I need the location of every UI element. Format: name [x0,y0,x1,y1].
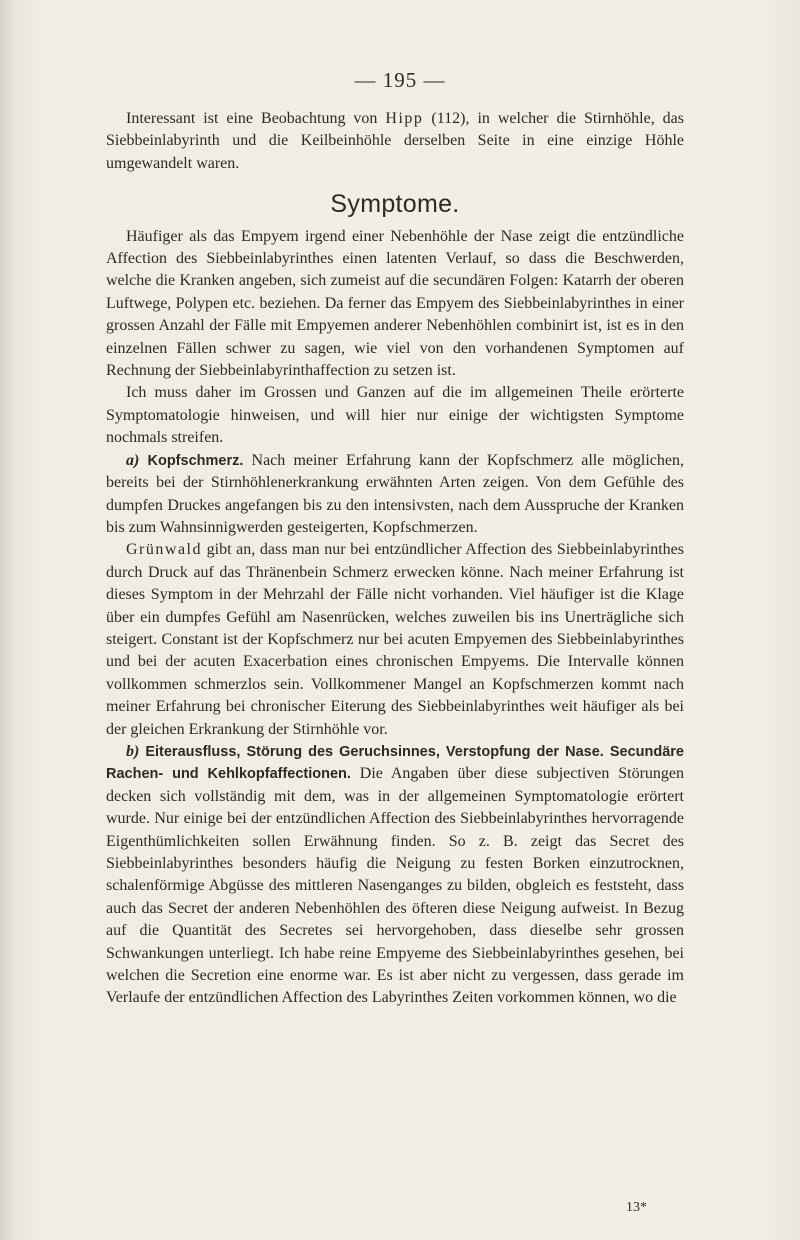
paragraph-discharge [106,741,684,1010]
intro-paragraph [106,108,684,175]
page-number: — 195 — [354,68,446,92]
gruenwald-text: gibt an, dass man nur bei entzündlicher Affection des Siebbeinlabyrinthes durch Druck auf das Thränenbein Schmerz erwecken könne. Nach meiner Erfahrung ist dieses Symptom in der Mehrzahl der Fälle nicht vorhanden. Viel häufiger ist die Klage über ein dumpfes Gefühl am Nasenrücken, welches zuweilen bis ins Unerträgliche sich steigert. Constant ist der Kopfschmerz nur bei acuten Empyemen des Siebbeinlabyrinthes und bei der acuten Exacerbation eines chronischen Empyems. Die Intervalle können vollkommen schmerzlos sein. Vollkommener Mangel an Kopfschmerzen kommt nach meiner Erfahrung bei chronischer Eiterung des Siebbeinlabyrinthes weit häufiger als bei der gleichen Erkrankung der Stirnhöhle vor. [106,541,684,738]
subheading-headache: Kopfschmerz. [147,452,244,469]
intro-text-rest: (112), in welcher die Stirnhöhle, das Siebbeinlabyrinth und die Keilbeinhöhle derselben Seite in eine einzige Höhle umgewandelt waren. [106,110,684,172]
headache-text: Nach meiner Erfahrung kann der Kopfschmerz alle möglichen, bereits bei der Stirnhöhlenerkrankung erwähnten Arten zeigen. Von dem Gefühle des dumpfen Druckes angefangen bis zu den intensivsten, nach dem Ausspruche der Kranken bis zum Wahnsinnigwerden gesteigerten, Kopfschmerzen. [106,451,685,536]
signature-mark: 13* [626,1200,647,1215]
paragraph-symptomatology: Ich muss daher im Grossen und Ganzen auf die im allgemeinen Theile erörterte Symptomatologie hinweisen, und will hier nur einige der wichtigsten Symptome nochmals streifen. [106,384,684,447]
intro-text: Interessant ist eine Beobachtung von [126,110,386,127]
item-marker-b: b) [126,742,140,760]
section-title: Symptome. [330,190,460,219]
discharge-text: Die Angaben über diese subjectiven Störungen decken sich vollständig mit dem, was in der allgemeinen Symptomatologie erörtert wurde. Nur einige bei der entzündlichen Affection des Siebbeinlabyrinthes hervorragende Eigenthümlichkeiten sollen Erwähnung finden. So z. B. zeigt das Secret des Siebbeinlabyrinthes besonders häufig die Neigung zu festen Borken einzutrocknen, schalenförmige Abgüsse des mittleren Nasenganges zu bilden, obgleich es feststeht, dass auch das Secret der anderen Nebenhöhlen des öfteren diese Neigung aufweist. In Bezug auf die Quantität des Secretes sei hervorgehoben, dass dieselbe sehr grossen Schwankungen unterliegt. Ich habe reine Empyeme des Siebbeinlabyrinthes gesehen, bei welchen die Secretion eine enorme war. Es ist aber nicht zu vergessen, dass gerade im Verlaufe der entzündlichen Affection des Labyrinthes Zeiten vorkommen können, wo die [106,765,684,1007]
page-body [106,108,684,1010]
author-name-gruenwald: Grünwald [126,541,202,559]
author-name-hipp: Hipp [385,110,424,127]
subheading-discharge: Eiterausfluss, Störung des Geruchsinnes, Verstopfung der Nase. Secundäre Rachen- und Kehlkopfaffectionen. [106,743,684,783]
paragraph-headache [106,450,684,540]
paragraph-gruenwald [106,539,684,741]
item-marker-a: a) [126,451,140,469]
paragraph-latent-course: Häufiger als das Empyem irgend einer Nebenhöhle der Nase zeigt die entzündliche Affection des Siebbeinlabyrinthes einen latenten Verlauf, so dass die Beschwerden, welche die Kranken angeben, sich zumeist auf die secundären Folgen: Katarrh der oberen Luftwege, Polypen etc. beziehen. Da ferner das Empyem des Siebbeinlabyrinthes in einer grossen Anzahl der Fälle mit Empyemen anderer Nebenhöhlen combinirt ist, ist es in den einzelnen Fällen schwer zu sagen, wie viel von den vorhandenen Symptomen auf Rechnung der Siebbeinlabyrinthaffection zu setzen ist. [106,227,684,380]
